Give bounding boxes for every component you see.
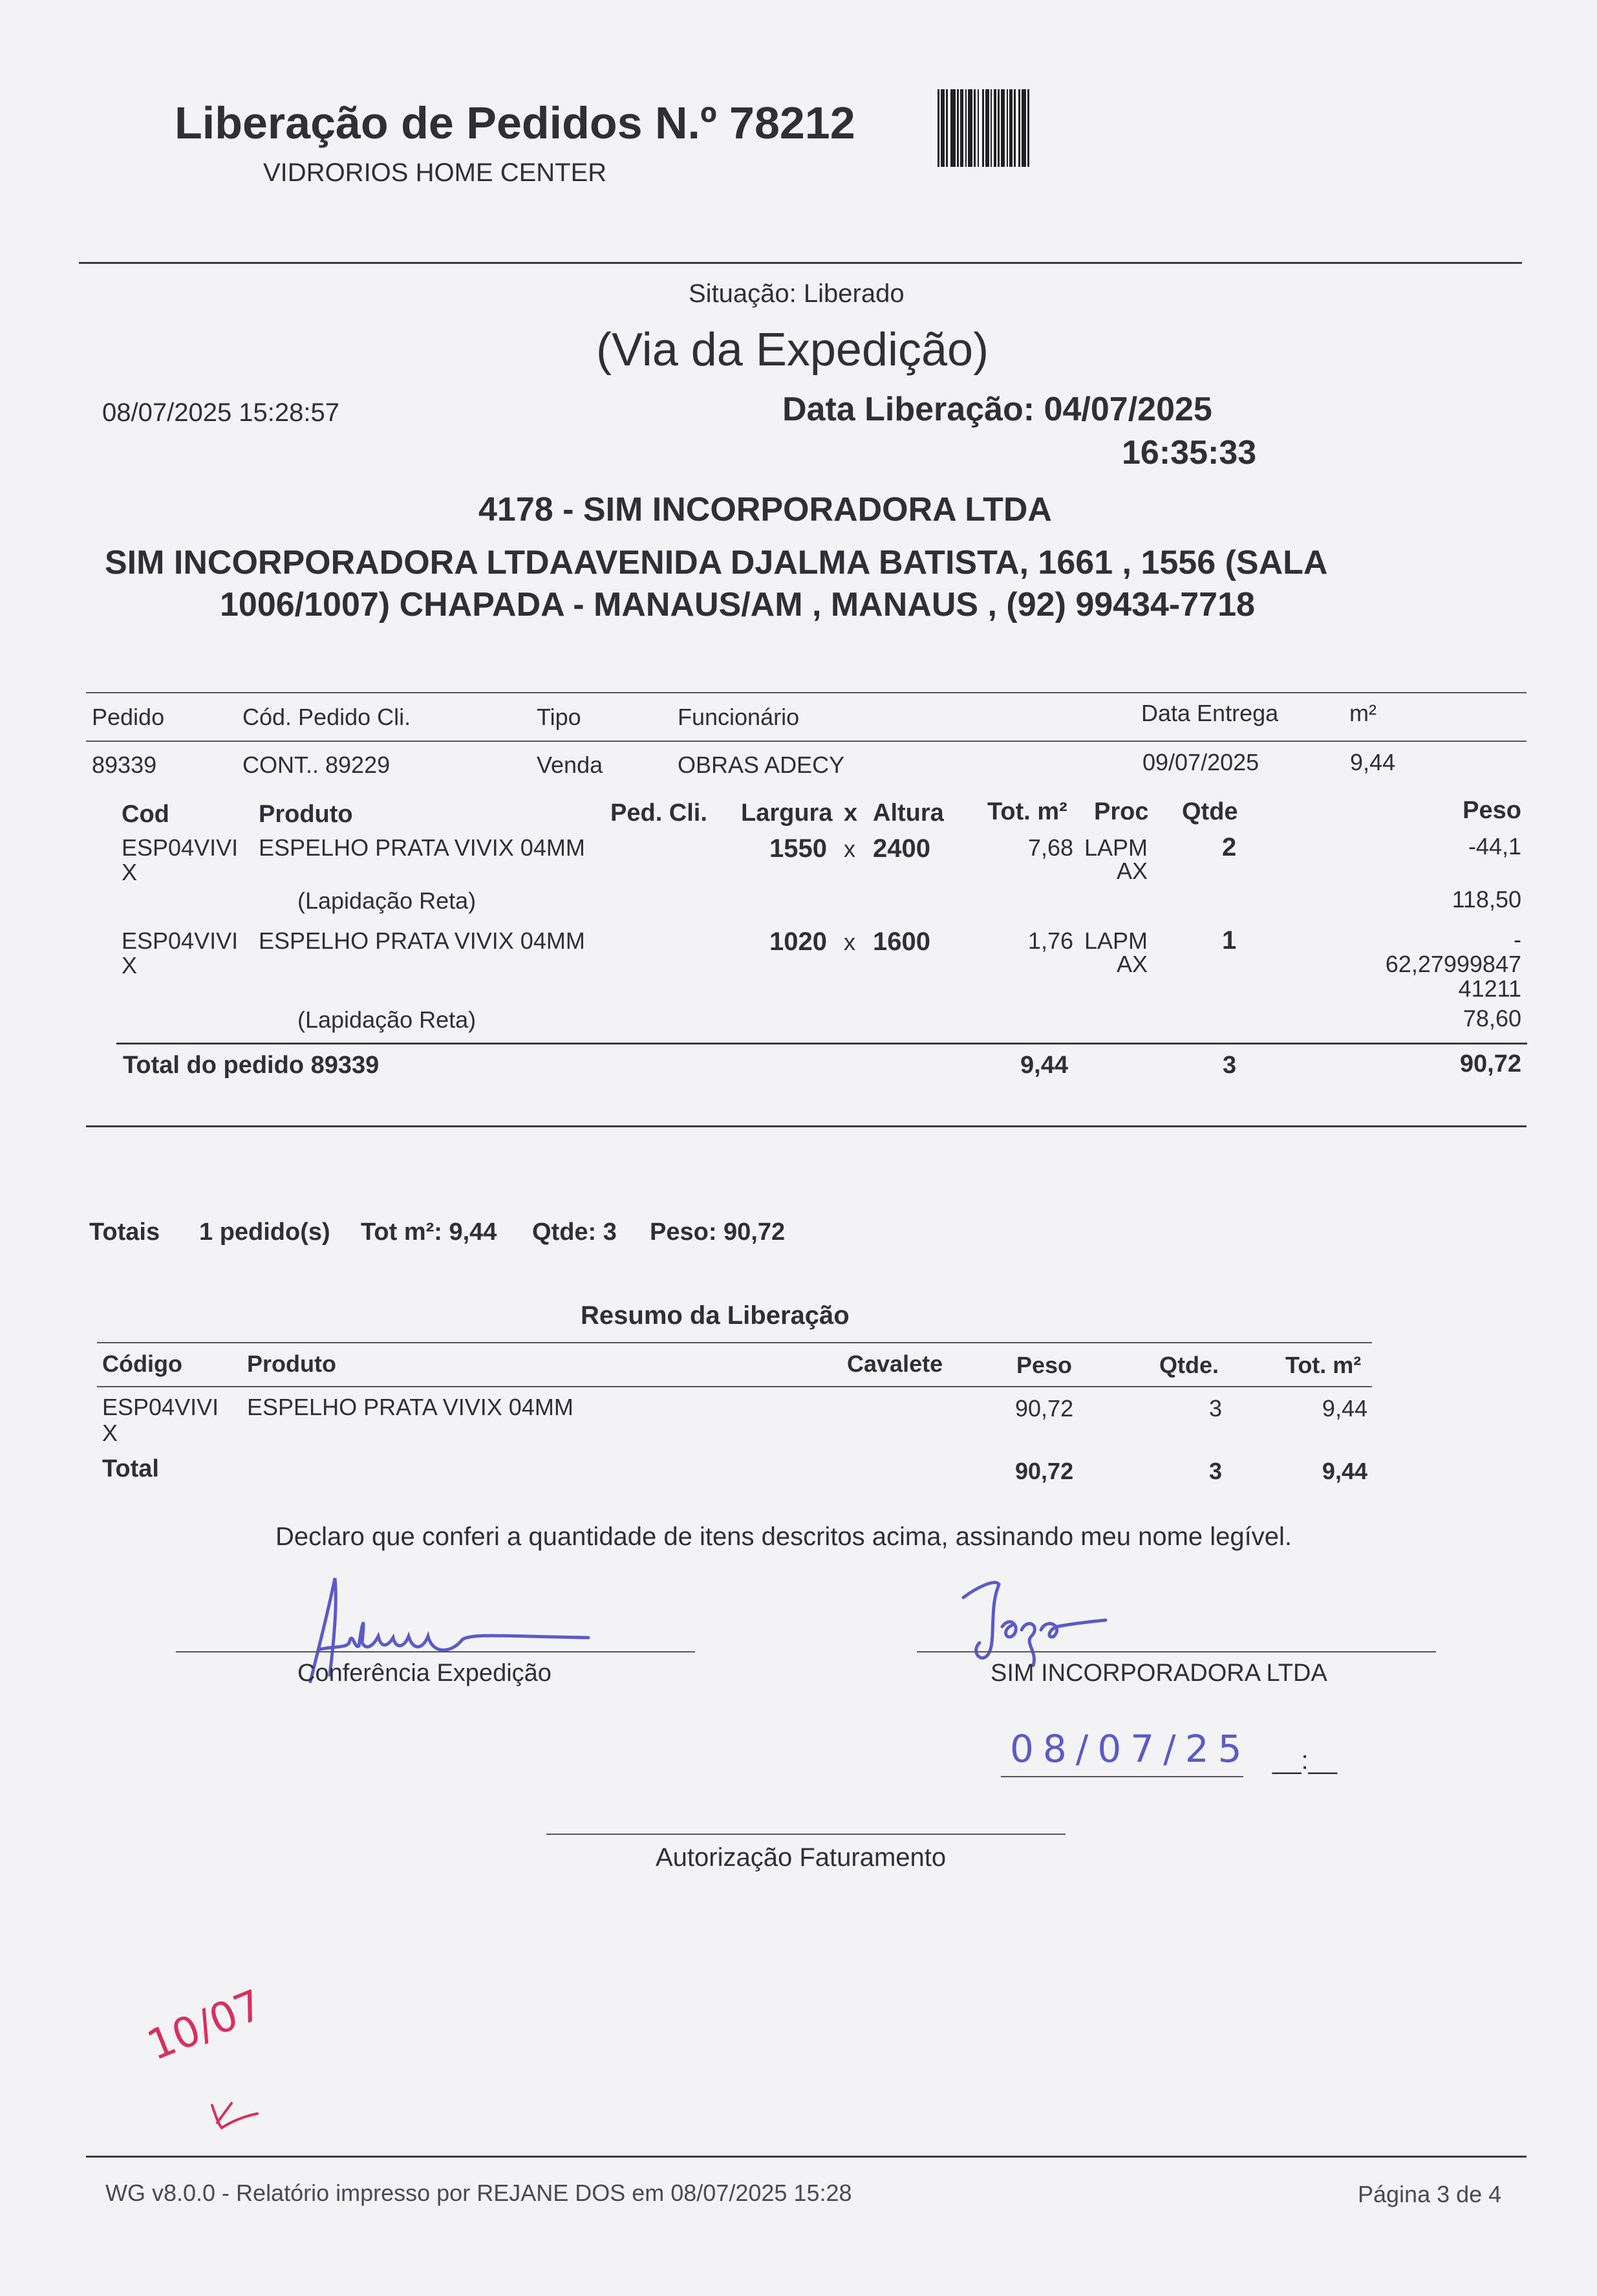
item-1-largura: 1550 bbox=[769, 834, 827, 863]
order-header-tipo: Tipo bbox=[537, 704, 581, 730]
summary-header-codigo: Código bbox=[102, 1350, 182, 1377]
release-time: 16:35:33 bbox=[1122, 434, 1257, 471]
client-address-line1: SIM INCORPORADORA LTDAAVENIDA DJALMA BATISTA, 1661 , 1556 (SALA bbox=[105, 544, 1328, 581]
header-divider bbox=[79, 262, 1522, 264]
item-2-process-peso: 78,60 bbox=[1463, 1005, 1521, 1032]
item-2-peso: 62,27999847 bbox=[1385, 951, 1521, 977]
order-header-data-entrega: Data Entrega bbox=[1141, 700, 1279, 726]
date-line bbox=[1001, 1776, 1243, 1777]
summary-codigo: ESP04VIVI bbox=[102, 1394, 219, 1420]
footer-line bbox=[86, 2156, 1527, 2158]
item-2-largura: 1020 bbox=[769, 927, 827, 956]
summary-produto: ESPELHO PRATA VIVIX 04MM bbox=[247, 1394, 573, 1420]
summary-header-peso: Peso bbox=[1016, 1352, 1073, 1378]
items-total-line bbox=[116, 1043, 1527, 1045]
company-name: VIDRORIOS HOME CENTER bbox=[263, 158, 607, 187]
summary-total-peso: 90,72 bbox=[1015, 1458, 1074, 1484]
footer-page-number: Página 3 de 4 bbox=[1358, 2181, 1502, 2207]
summary-header-cavalete: Cavalete bbox=[847, 1350, 943, 1377]
summary-peso: 90,72 bbox=[1015, 1395, 1074, 1422]
expedition-signature-label: Conferência Expedição bbox=[297, 1660, 552, 1687]
items-header-peso: Peso bbox=[1463, 797, 1521, 824]
order-funcionario: OBRAS ADECY bbox=[678, 752, 845, 778]
order-m2: 9,44 bbox=[1350, 749, 1396, 775]
item-1-produto: ESPELHO PRATA VIVIX 04MM bbox=[259, 834, 585, 861]
items-header-ped-cli: Ped. Cli. bbox=[610, 799, 707, 827]
item-1-tot-m2: 7,68 bbox=[1027, 834, 1073, 861]
summary-codigo-suffix: X bbox=[102, 1420, 118, 1446]
summary-tot-m2: 9,44 bbox=[1322, 1395, 1367, 1422]
order-data-entrega: 09/07/2025 bbox=[1142, 749, 1259, 775]
billing-signature-label: Autorização Faturamento bbox=[656, 1843, 947, 1872]
declaration-text: Declaro que conferi a quantidade de itens descritos acima, assinando meu nome legível. bbox=[275, 1522, 1292, 1551]
item-1-cod: ESP04VIVI bbox=[122, 834, 239, 861]
expedition-signature-line bbox=[176, 1651, 695, 1652]
item-2-x: x bbox=[844, 929, 855, 955]
order-header-cod-pedido-cli: Cód. Pedido Cli. bbox=[242, 704, 411, 730]
summary-header-line bbox=[97, 1386, 1372, 1387]
items-header-produto: Produto bbox=[259, 801, 353, 828]
item-2-proc: LAPM bbox=[1084, 927, 1148, 954]
summary-total-label: Total bbox=[102, 1455, 159, 1482]
item-2-peso-sign: - bbox=[1514, 926, 1521, 953]
items-header-tot-m2: Tot. m² bbox=[987, 798, 1067, 825]
printed-datetime: 08/07/2025 15:28:57 bbox=[102, 398, 340, 427]
item-1-x: x bbox=[844, 836, 855, 862]
summary-total-qtde: 3 bbox=[1209, 1458, 1223, 1484]
item-1-cod-suffix: X bbox=[122, 859, 138, 885]
item-1-process: (Lapidação Reta) bbox=[297, 887, 477, 914]
release-date: Data Liberação: 04/07/2025 bbox=[782, 391, 1212, 428]
client-signature-line bbox=[917, 1651, 1436, 1652]
footer-print-info: WG v8.0.0 - Relatório impresso por REJANE DOS em 08/07/2025 15:28 bbox=[105, 2180, 852, 2206]
order-total-qtde: 3 bbox=[1223, 1052, 1237, 1079]
summary-header-produto: Produto bbox=[247, 1350, 336, 1377]
item-1-process-peso: 118,50 bbox=[1452, 886, 1521, 913]
totals-qtde: Qtde: 3 bbox=[532, 1218, 617, 1246]
item-2-peso-cont: 41211 bbox=[1458, 975, 1521, 1002]
order-total-m2: 9,44 bbox=[1020, 1052, 1068, 1079]
item-1-qtde: 2 bbox=[1222, 833, 1237, 861]
summary-total-tot-m2: 9,44 bbox=[1322, 1458, 1367, 1484]
item-2-proc-suffix: AX bbox=[1117, 951, 1148, 977]
client-signature-label: SIM INCORPORADORA LTDA bbox=[991, 1660, 1327, 1687]
client-code-name: 4178 - SIM INCORPORADORA LTDA bbox=[478, 491, 1052, 528]
time-blank: __:__ bbox=[1272, 1746, 1338, 1775]
order-total-peso: 90,72 bbox=[1459, 1050, 1521, 1078]
order-tipo: Venda bbox=[537, 752, 603, 778]
summary-qtde: 3 bbox=[1209, 1395, 1223, 1422]
items-header-cod: Cod bbox=[122, 801, 169, 828]
order-section-end-line bbox=[86, 1125, 1527, 1127]
handwritten-date: 08/07/25 bbox=[1010, 1727, 1251, 1771]
order-header-line bbox=[86, 741, 1527, 742]
order-header-m2: m² bbox=[1349, 700, 1377, 726]
item-1-proc: LAPM bbox=[1084, 834, 1148, 861]
checkmark-icon bbox=[206, 2096, 264, 2134]
order-pedido: 89339 bbox=[92, 752, 157, 778]
items-header-largura: Largura bbox=[741, 799, 833, 827]
barcode-image bbox=[938, 89, 1190, 167]
items-header-x: x bbox=[844, 799, 858, 827]
item-2-altura: 1600 bbox=[873, 927, 930, 956]
totals-peso: Peso: 90,72 bbox=[650, 1218, 786, 1246]
item-2-qtde: 1 bbox=[1222, 926, 1237, 955]
item-2-tot-m2: 1,76 bbox=[1027, 927, 1073, 954]
item-2-produto: ESPELHO PRATA VIVIX 04MM bbox=[259, 927, 585, 954]
item-1-altura: 2400 bbox=[873, 834, 930, 863]
billing-signature-line bbox=[546, 1834, 1066, 1835]
client-address-line2: 1006/1007) CHAPADA - MANAUS/AM , MANAUS , (92) 99434-7718 bbox=[220, 586, 1255, 623]
order-table-top-line bbox=[86, 692, 1527, 693]
item-2-cod: ESP04VIVI bbox=[122, 927, 239, 954]
item-1-peso: -44,1 bbox=[1468, 833, 1521, 860]
order-header-pedido: Pedido bbox=[92, 704, 165, 730]
totals-m2: Tot m²: 9,44 bbox=[361, 1218, 497, 1246]
summary-header-tot-m2: Tot. m² bbox=[1285, 1352, 1362, 1378]
items-header-qtde: Qtde bbox=[1182, 798, 1238, 825]
item-2-process: (Lapidação Reta) bbox=[297, 1006, 477, 1033]
document-title: Liberação de Pedidos N.º 78212 bbox=[175, 98, 855, 148]
summary-header-qtde: Qtde. bbox=[1159, 1352, 1219, 1378]
totals-pedidos: 1 pedido(s) bbox=[199, 1218, 330, 1246]
totals-label: Totais bbox=[89, 1218, 160, 1246]
copy-label: (Via da Expedição) bbox=[596, 324, 989, 376]
handwritten-note: 10/07 bbox=[140, 1981, 270, 2070]
items-header-altura: Altura bbox=[873, 799, 944, 827]
summary-title: Resumo da Liberação bbox=[581, 1301, 850, 1330]
order-header-funcionario: Funcionário bbox=[678, 704, 800, 730]
item-2-cod-suffix: X bbox=[122, 952, 138, 979]
status-text: Situação: Liberado bbox=[689, 279, 905, 308]
item-1-proc-suffix: AX bbox=[1117, 858, 1148, 884]
order-cod-pedido-cli: CONT.. 89229 bbox=[242, 752, 391, 778]
order-total-label: Total do pedido 89339 bbox=[123, 1052, 380, 1079]
items-header-proc: Proc bbox=[1094, 798, 1149, 825]
summary-top-line bbox=[97, 1342, 1372, 1343]
